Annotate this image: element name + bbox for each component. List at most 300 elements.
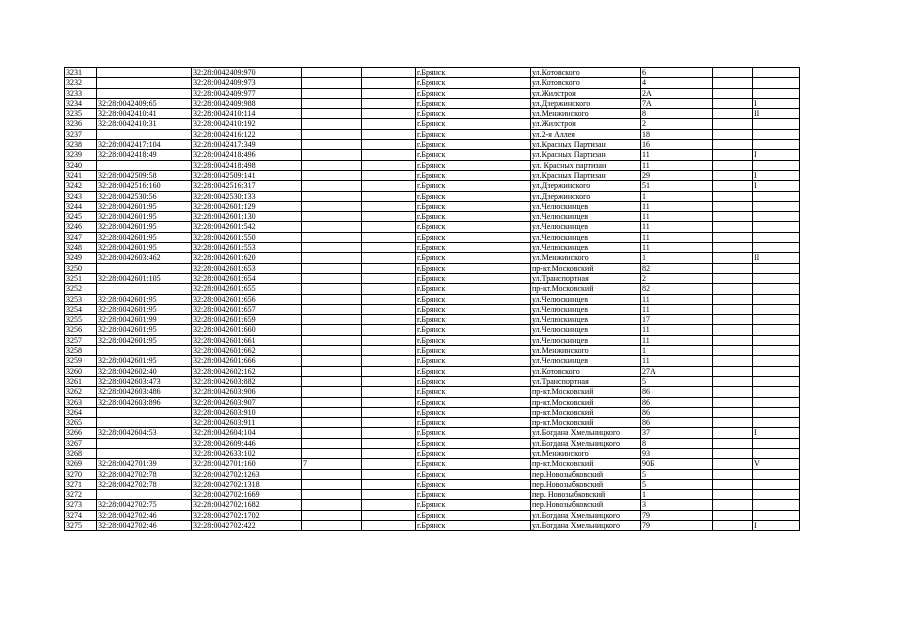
object-cadastral-cell: 32:28:0042601:654 <box>192 273 302 283</box>
street-cell: пер. Новозыбковский <box>531 490 641 500</box>
parcel-cadastral-cell: 32:28:0042701:39 <box>97 459 192 469</box>
extra-cell-c <box>713 119 753 129</box>
object-cadastral-cell: 32:28:0042601:666 <box>192 356 302 366</box>
city-cell: г.Брянск <box>416 500 531 510</box>
table-row <box>65 479 800 489</box>
table-row <box>65 201 800 211</box>
table-row <box>65 356 800 366</box>
house-number-cell: 79 <box>641 510 713 520</box>
row-number-cell: 3249 <box>65 253 97 263</box>
extra-cell-a <box>302 253 362 263</box>
category-cell <box>753 284 800 294</box>
object-cadastral-cell: 32:28:0042701:160 <box>192 459 302 469</box>
row-number-cell: 3242 <box>65 181 97 191</box>
extra-cell-a <box>302 201 362 211</box>
house-number-cell: 29 <box>641 170 713 180</box>
street-cell: ул.Челюскинцев <box>531 304 641 314</box>
object-cadastral-cell: 32:28:0042601:130 <box>192 212 302 222</box>
extra-cell-a <box>302 263 362 273</box>
row-number-cell: 3248 <box>65 243 97 253</box>
city-cell: г.Брянск <box>416 78 531 88</box>
city-cell: г.Брянск <box>416 376 531 386</box>
house-number-cell: 8 <box>641 438 713 448</box>
object-cadastral-cell: 32:28:0042601:553 <box>192 243 302 253</box>
extra-cell-c <box>713 129 753 139</box>
category-cell: I <box>753 428 800 438</box>
category-cell <box>753 346 800 356</box>
city-cell: г.Брянск <box>416 418 531 428</box>
street-cell: пр-кт.Московский <box>531 397 641 407</box>
city-cell: г.Брянск <box>416 479 531 489</box>
extra-cell-a <box>302 315 362 325</box>
street-cell: ул.Челюскинцев <box>531 356 641 366</box>
extra-cell-a <box>302 500 362 510</box>
category-cell <box>753 438 800 448</box>
extra-cell-c <box>713 222 753 232</box>
row-number-cell: 3264 <box>65 407 97 417</box>
row-number-cell: 3271 <box>65 479 97 489</box>
house-number-cell: 86 <box>641 397 713 407</box>
row-number-cell: 3250 <box>65 263 97 273</box>
extra-cell-c <box>713 201 753 211</box>
city-cell: г.Брянск <box>416 160 531 170</box>
extra-cell-c <box>713 376 753 386</box>
table-row <box>65 284 800 294</box>
extra-cell-a <box>302 376 362 386</box>
parcel-cadastral-cell: 32:28:0042410:41 <box>97 109 192 119</box>
street-cell: пер.Новозыбковский <box>531 500 641 510</box>
extra-cell-c <box>713 397 753 407</box>
parcel-cadastral-cell: 32:28:0042417:104 <box>97 140 192 150</box>
table-row <box>65 304 800 314</box>
extra-cell-a <box>302 222 362 232</box>
house-number-cell: 79 <box>641 521 713 531</box>
object-cadastral-cell: 32:28:0042602:162 <box>192 366 302 376</box>
parcel-cadastral-cell <box>97 263 192 273</box>
street-cell: ул. Красных партизан <box>531 160 641 170</box>
table-row <box>65 407 800 417</box>
parcel-cadastral-cell: 32:28:0042603:473 <box>97 376 192 386</box>
extra-cell-c <box>713 428 753 438</box>
street-cell: ул.Челюскинцев <box>531 335 641 345</box>
extra-cell-b <box>362 263 416 273</box>
table-row <box>65 459 800 469</box>
extra-cell-c <box>713 521 753 531</box>
table-row <box>65 376 800 386</box>
row-number-cell: 3257 <box>65 335 97 345</box>
table-row <box>65 325 800 335</box>
object-cadastral-cell: 32:28:0042601:662 <box>192 346 302 356</box>
row-number-cell: 3239 <box>65 150 97 160</box>
extra-cell-a <box>302 98 362 108</box>
extra-cell-b <box>362 366 416 376</box>
row-number-cell: 3235 <box>65 109 97 119</box>
extra-cell-b <box>362 294 416 304</box>
house-number-cell: 11 <box>641 232 713 242</box>
table-row <box>65 253 800 263</box>
parcel-cadastral-cell: 32:28:0042409:65 <box>97 98 192 108</box>
street-cell: ул.Менжинского <box>531 109 641 119</box>
row-number-cell: 3238 <box>65 140 97 150</box>
parcel-cadastral-cell <box>97 438 192 448</box>
house-number-cell: 93 <box>641 448 713 458</box>
object-cadastral-cell: 32:28:0042702:1263 <box>192 469 302 479</box>
object-cadastral-cell: 32:28:0042509:141 <box>192 170 302 180</box>
extra-cell-a <box>302 438 362 448</box>
street-cell: ул.Котовского <box>531 78 641 88</box>
table-row <box>65 109 800 119</box>
object-cadastral-cell: 32:28:0042601:657 <box>192 304 302 314</box>
object-cadastral-cell: 32:28:0042702:1682 <box>192 500 302 510</box>
house-number-cell: 5 <box>641 469 713 479</box>
table-row <box>65 150 800 160</box>
extra-cell-a <box>302 88 362 98</box>
row-number-cell: 3259 <box>65 356 97 366</box>
table-row <box>65 510 800 520</box>
city-cell: г.Брянск <box>416 243 531 253</box>
city-cell: г.Брянск <box>416 397 531 407</box>
extra-cell-b <box>362 315 416 325</box>
object-cadastral-cell: 32:28:0042601:655 <box>192 284 302 294</box>
extra-cell-a <box>302 68 362 78</box>
extra-cell-c <box>713 407 753 417</box>
extra-cell-a <box>302 140 362 150</box>
category-cell <box>753 68 800 78</box>
extra-cell-a <box>302 78 362 88</box>
street-cell: ул.Богдана Хмельницкого <box>531 428 641 438</box>
extra-cell-a <box>302 346 362 356</box>
extra-cell-c <box>713 346 753 356</box>
row-number-cell: 3231 <box>65 68 97 78</box>
extra-cell-a <box>302 479 362 489</box>
category-cell: I <box>753 181 800 191</box>
city-cell: г.Брянск <box>416 428 531 438</box>
extra-cell-b <box>362 428 416 438</box>
extra-cell-c <box>713 98 753 108</box>
extra-cell-b <box>362 284 416 294</box>
table-row <box>65 68 800 78</box>
parcel-cadastral-cell: 32:28:0042601:95 <box>97 222 192 232</box>
category-cell: II <box>753 109 800 119</box>
object-cadastral-cell: 32:28:0042516:317 <box>192 181 302 191</box>
extra-cell-b <box>362 510 416 520</box>
extra-cell-a <box>302 490 362 500</box>
table-row <box>65 222 800 232</box>
category-cell <box>753 140 800 150</box>
row-number-cell: 3269 <box>65 459 97 469</box>
category-cell <box>753 418 800 428</box>
extra-cell-b <box>362 479 416 489</box>
table-row <box>65 418 800 428</box>
house-number-cell: 2 <box>641 273 713 283</box>
parcel-cadastral-cell: 32:28:0042410:31 <box>97 119 192 129</box>
category-cell <box>753 191 800 201</box>
row-number-cell: 3240 <box>65 160 97 170</box>
object-cadastral-cell: 32:28:0042601:660 <box>192 325 302 335</box>
row-number-cell: 3234 <box>65 98 97 108</box>
object-cadastral-cell: 32:28:0042530:133 <box>192 191 302 201</box>
extra-cell-b <box>362 459 416 469</box>
street-cell: ул.2-я Аллея <box>531 129 641 139</box>
category-cell <box>753 510 800 520</box>
extra-cell-a <box>302 397 362 407</box>
city-cell: г.Брянск <box>416 109 531 119</box>
house-number-cell: 11 <box>641 356 713 366</box>
category-cell <box>753 222 800 232</box>
object-cadastral-cell: 32:28:0042601:659 <box>192 315 302 325</box>
row-number-cell: 3258 <box>65 346 97 356</box>
street-cell: ул.Менжинского <box>531 346 641 356</box>
table-row <box>65 366 800 376</box>
row-number-cell: 3232 <box>65 78 97 88</box>
table-row <box>65 294 800 304</box>
registry-body <box>65 68 800 531</box>
object-cadastral-cell: 32:28:0042410:192 <box>192 119 302 129</box>
extra-cell-a <box>302 243 362 253</box>
table-row <box>65 273 800 283</box>
house-number-cell: 1 <box>641 253 713 263</box>
extra-cell-c <box>713 109 753 119</box>
house-number-cell: 86 <box>641 387 713 397</box>
table-row <box>65 490 800 500</box>
table-row <box>65 397 800 407</box>
extra-cell-b <box>362 500 416 510</box>
street-cell: ул.Красных Партизан <box>531 170 641 180</box>
parcel-cadastral-cell: 32:28:0042601:95 <box>97 304 192 314</box>
extra-cell-a <box>302 325 362 335</box>
table-row <box>65 160 800 170</box>
category-cell <box>753 232 800 242</box>
extra-cell-c <box>713 387 753 397</box>
object-cadastral-cell: 32:28:0042603:910 <box>192 407 302 417</box>
table-row <box>65 448 800 458</box>
extra-cell-b <box>362 376 416 386</box>
city-cell: г.Брянск <box>416 315 531 325</box>
extra-cell-b <box>362 325 416 335</box>
extra-cell-a <box>302 212 362 222</box>
extra-cell-c <box>713 315 753 325</box>
house-number-cell: 51 <box>641 181 713 191</box>
street-cell: ул.Жилстроя <box>531 88 641 98</box>
extra-cell-b <box>362 490 416 500</box>
city-cell: г.Брянск <box>416 181 531 191</box>
extra-cell-b <box>362 243 416 253</box>
extra-cell-c <box>713 459 753 469</box>
row-number-cell: 3245 <box>65 212 97 222</box>
category-cell <box>753 212 800 222</box>
city-cell: г.Брянск <box>416 346 531 356</box>
category-cell <box>753 263 800 273</box>
object-cadastral-cell: 32:28:0042601:550 <box>192 232 302 242</box>
extra-cell-b <box>362 109 416 119</box>
table-row <box>65 140 800 150</box>
table-row <box>65 521 800 531</box>
extra-cell-c <box>713 366 753 376</box>
house-number-cell: 11 <box>641 325 713 335</box>
parcel-cadastral-cell: 32:28:0042601:99 <box>97 315 192 325</box>
category-cell <box>753 469 800 479</box>
city-cell: г.Брянск <box>416 510 531 520</box>
object-cadastral-cell: 32:28:0042409:973 <box>192 78 302 88</box>
parcel-cadastral-cell <box>97 88 192 98</box>
row-number-cell: 3260 <box>65 366 97 376</box>
extra-cell-b <box>362 407 416 417</box>
extra-cell-c <box>713 325 753 335</box>
house-number-cell: 11 <box>641 222 713 232</box>
street-cell: пер.Новозыбковский <box>531 479 641 489</box>
category-cell <box>753 160 800 170</box>
extra-cell-c <box>713 448 753 458</box>
object-cadastral-cell: 32:28:0042601:661 <box>192 335 302 345</box>
house-number-cell: 4 <box>641 78 713 88</box>
city-cell: г.Брянск <box>416 387 531 397</box>
parcel-cadastral-cell: 32:28:0042604:53 <box>97 428 192 438</box>
object-cadastral-cell: 32:28:0042409:970 <box>192 68 302 78</box>
object-cadastral-cell: 32:28:0042609:446 <box>192 438 302 448</box>
extra-cell-a <box>302 304 362 314</box>
extra-cell-a <box>302 510 362 520</box>
city-cell: г.Брянск <box>416 294 531 304</box>
house-number-cell: 6 <box>641 68 713 78</box>
street-cell: ул.Менжинского <box>531 253 641 263</box>
city-cell: г.Брянск <box>416 325 531 335</box>
city-cell: г.Брянск <box>416 273 531 283</box>
extra-cell-a <box>302 521 362 531</box>
row-number-cell: 3237 <box>65 129 97 139</box>
house-number-cell: 37 <box>641 428 713 438</box>
row-number-cell: 3268 <box>65 448 97 458</box>
city-cell: г.Брянск <box>416 150 531 160</box>
extra-cell-b <box>362 212 416 222</box>
parcel-cadastral-cell <box>97 407 192 417</box>
extra-cell-c <box>713 510 753 520</box>
extra-cell-a <box>302 160 362 170</box>
table-row <box>65 232 800 242</box>
object-cadastral-cell: 32:28:0042417:349 <box>192 140 302 150</box>
row-number-cell: 3254 <box>65 304 97 314</box>
city-cell: г.Брянск <box>416 438 531 448</box>
object-cadastral-cell: 32:28:0042702:1669 <box>192 490 302 500</box>
city-cell: г.Брянск <box>416 521 531 531</box>
category-cell <box>753 407 800 417</box>
extra-cell-a <box>302 150 362 160</box>
table-row <box>65 78 800 88</box>
parcel-cadastral-cell: 32:28:0042516:160 <box>97 181 192 191</box>
category-cell <box>753 119 800 129</box>
house-number-cell: 5 <box>641 479 713 489</box>
extra-cell-a <box>302 284 362 294</box>
row-number-cell: 3272 <box>65 490 97 500</box>
parcel-cadastral-cell: 32:28:0042530:56 <box>97 191 192 201</box>
city-cell: г.Брянск <box>416 263 531 273</box>
extra-cell-b <box>362 397 416 407</box>
parcel-cadastral-cell: 32:28:0042603:462 <box>97 253 192 263</box>
parcel-cadastral-cell <box>97 490 192 500</box>
street-cell: ул.Богдана Хмельницкого <box>531 438 641 448</box>
table-row <box>65 346 800 356</box>
category-cell: V <box>753 459 800 469</box>
street-cell: пр-кт.Московский <box>531 387 641 397</box>
city-cell: г.Брянск <box>416 232 531 242</box>
object-cadastral-cell: 32:28:0042601:542 <box>192 222 302 232</box>
object-cadastral-cell: 32:28:0042416:122 <box>192 129 302 139</box>
city-cell: г.Брянск <box>416 366 531 376</box>
city-cell: г.Брянск <box>416 140 531 150</box>
house-number-cell: 11 <box>641 150 713 160</box>
row-number-cell: 3255 <box>65 315 97 325</box>
extra-cell-b <box>362 346 416 356</box>
extra-cell-a <box>302 428 362 438</box>
parcel-cadastral-cell: 32:28:0042601:95 <box>97 325 192 335</box>
row-number-cell: 3251 <box>65 273 97 283</box>
street-cell: пр-кт.Московский <box>531 459 641 469</box>
category-cell: I <box>753 521 800 531</box>
parcel-cadastral-cell: 32:28:0042702:46 <box>97 510 192 520</box>
extra-cell-a <box>302 448 362 458</box>
extra-cell-b <box>362 191 416 201</box>
category-cell: I <box>753 150 800 160</box>
table-row <box>65 191 800 201</box>
street-cell: ул.Транспортная <box>531 273 641 283</box>
object-cadastral-cell: 32:28:0042702:1318 <box>192 479 302 489</box>
parcel-cadastral-cell: 32:28:0042601:95 <box>97 335 192 345</box>
category-cell <box>753 201 800 211</box>
category-cell: I <box>753 170 800 180</box>
street-cell: ул.Дзержинского <box>531 191 641 201</box>
city-cell: г.Брянск <box>416 68 531 78</box>
house-number-cell: 7А <box>641 98 713 108</box>
object-cadastral-cell: 32:28:0042418:498 <box>192 160 302 170</box>
category-cell <box>753 315 800 325</box>
parcel-cadastral-cell: 32:28:0042601:105 <box>97 273 192 283</box>
city-cell: г.Брянск <box>416 335 531 345</box>
category-cell: II <box>753 253 800 263</box>
extra-cell-c <box>713 294 753 304</box>
object-cadastral-cell: 32:28:0042601:653 <box>192 263 302 273</box>
street-cell: ул.Дзержинского <box>531 181 641 191</box>
row-number-cell: 3233 <box>65 88 97 98</box>
registry-table <box>64 67 800 531</box>
city-cell: г.Брянск <box>416 222 531 232</box>
house-number-cell: 11 <box>641 335 713 345</box>
extra-cell-c <box>713 490 753 500</box>
extra-cell-a <box>302 232 362 242</box>
category-cell <box>753 325 800 335</box>
house-number-cell: 86 <box>641 418 713 428</box>
row-number-cell: 3244 <box>65 201 97 211</box>
table-row <box>65 438 800 448</box>
row-number-cell: 3261 <box>65 376 97 386</box>
parcel-cadastral-cell <box>97 160 192 170</box>
extra-cell-b <box>362 222 416 232</box>
street-cell: ул.Челюскинцев <box>531 294 641 304</box>
extra-cell-a <box>302 387 362 397</box>
house-number-cell: 1 <box>641 490 713 500</box>
row-number-cell: 3252 <box>65 284 97 294</box>
extra-cell-a <box>302 109 362 119</box>
street-cell: ул.Богдана Хмельницкого <box>531 521 641 531</box>
category-cell <box>753 273 800 283</box>
city-cell: г.Брянск <box>416 448 531 458</box>
category-cell <box>753 78 800 88</box>
category-cell: I <box>753 98 800 108</box>
extra-cell-a: 7 <box>302 459 362 469</box>
city-cell: г.Брянск <box>416 201 531 211</box>
extra-cell-c <box>713 469 753 479</box>
category-cell <box>753 304 800 314</box>
house-number-cell: 82 <box>641 263 713 273</box>
extra-cell-b <box>362 78 416 88</box>
